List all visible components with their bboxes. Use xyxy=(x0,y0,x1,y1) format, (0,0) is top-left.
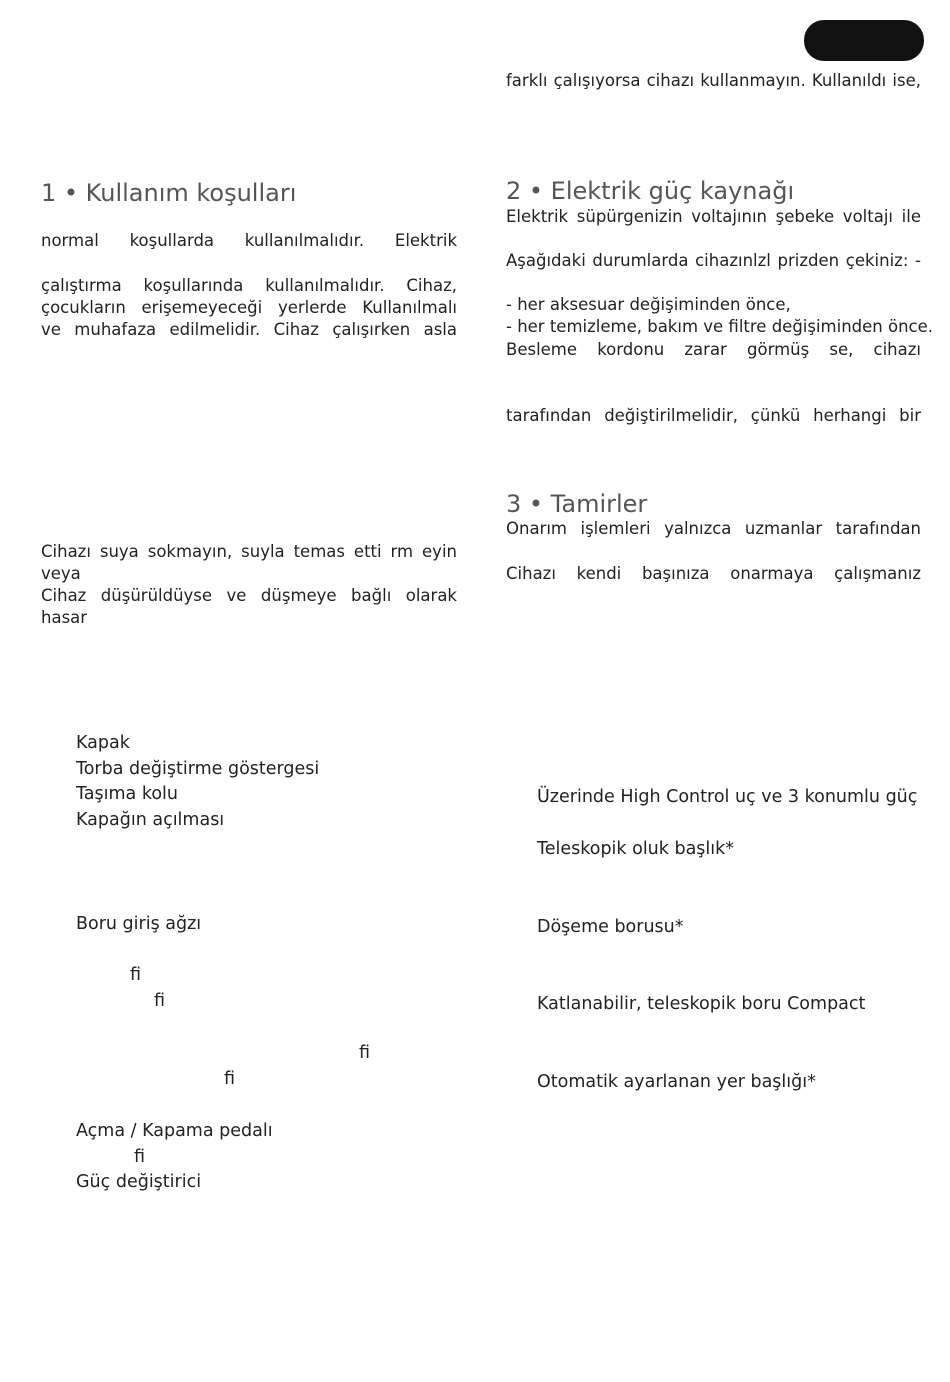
part-label: Kapağın açılması xyxy=(76,810,225,830)
paragraph-line: Cihaz düşürüldüyse ve düşmeye bağlı olarak hasar xyxy=(41,586,457,627)
paragraph-line: çalıştırma koşullarında kullanılmalıdır. Cihaz, xyxy=(41,276,457,295)
paragraph-line: Cihazı suya sokmayın, suyla temas etti rm eyin veya xyxy=(41,542,457,583)
part-label: Teleskopik oluk başlık* xyxy=(537,839,735,859)
paragraph-line: Besleme kordonu zarar görmüş se, cihazı xyxy=(506,340,921,359)
section-1-title: 1 • Kullanım koşulları xyxy=(41,179,297,207)
part-label: Taşıma kolu xyxy=(76,784,179,804)
ligature-fragment: ﬁ xyxy=(134,1147,146,1167)
paragraph-line: Cihazı kendi başınıza onarmaya çalışmanız xyxy=(506,564,921,583)
section-3-title: 3 • Tamirler xyxy=(506,490,648,518)
part-label: Açma / Kapama pedalı xyxy=(76,1121,273,1141)
ligature-fragment: ﬁ xyxy=(154,991,166,1011)
part-label: Üzerinde High Control uç ve 3 konumlu güç xyxy=(537,787,918,807)
section-2-title: 2 • Elektrik güç kaynağı xyxy=(506,177,795,205)
list-item: - her temizleme, bakım ve filtre değişiminden önce. xyxy=(506,317,934,336)
paragraph-line: ve muhafaza edilmelidir. Cihaz çalışırken asla xyxy=(41,320,457,339)
paragraph-line: Aşağıdaki durumlarda cihazınlzl prizden çekiniz: - xyxy=(506,251,921,270)
page-tab-marker xyxy=(804,20,924,61)
paragraph-line: çocukların erişemeyeceği yerlerde Kullanılmalı xyxy=(41,298,457,317)
list-item: - her aksesuar değişiminden önce, xyxy=(506,295,791,314)
part-label: Otomatik ayarlanan yer başlığı* xyxy=(537,1072,816,1092)
part-label: Boru giriş ağzı xyxy=(76,914,202,934)
part-label: Güç değiştirici xyxy=(76,1172,202,1192)
ligature-fragment: ﬁ xyxy=(359,1043,371,1063)
part-label: Katlanabilir, teleskopik boru Compact xyxy=(537,994,866,1014)
part-label: Kapak xyxy=(76,733,130,753)
paragraph-line: Onarım işlemleri yalnızca uzmanlar tarafından xyxy=(506,519,921,538)
paragraph-line: normal koşullarda kullanılmalıdır. Elektrik xyxy=(41,231,457,250)
paragraph-line: tarafından değiştirilmelidir, çünkü herhangi bir xyxy=(506,406,921,425)
paragraph-line: farklı çalışıyorsa cihazı kullanmayın. Kullanıldı ise, xyxy=(506,71,921,90)
paragraph-line: Elektrik süpürgenizin voltajının şebeke voltajı ile xyxy=(506,207,921,226)
part-label: Torba değiştirme göstergesi xyxy=(76,759,320,779)
part-label: Döşeme borusu* xyxy=(537,917,684,937)
ligature-fragment: ﬁ xyxy=(130,965,142,985)
ligature-fragment: ﬁ xyxy=(224,1069,236,1089)
